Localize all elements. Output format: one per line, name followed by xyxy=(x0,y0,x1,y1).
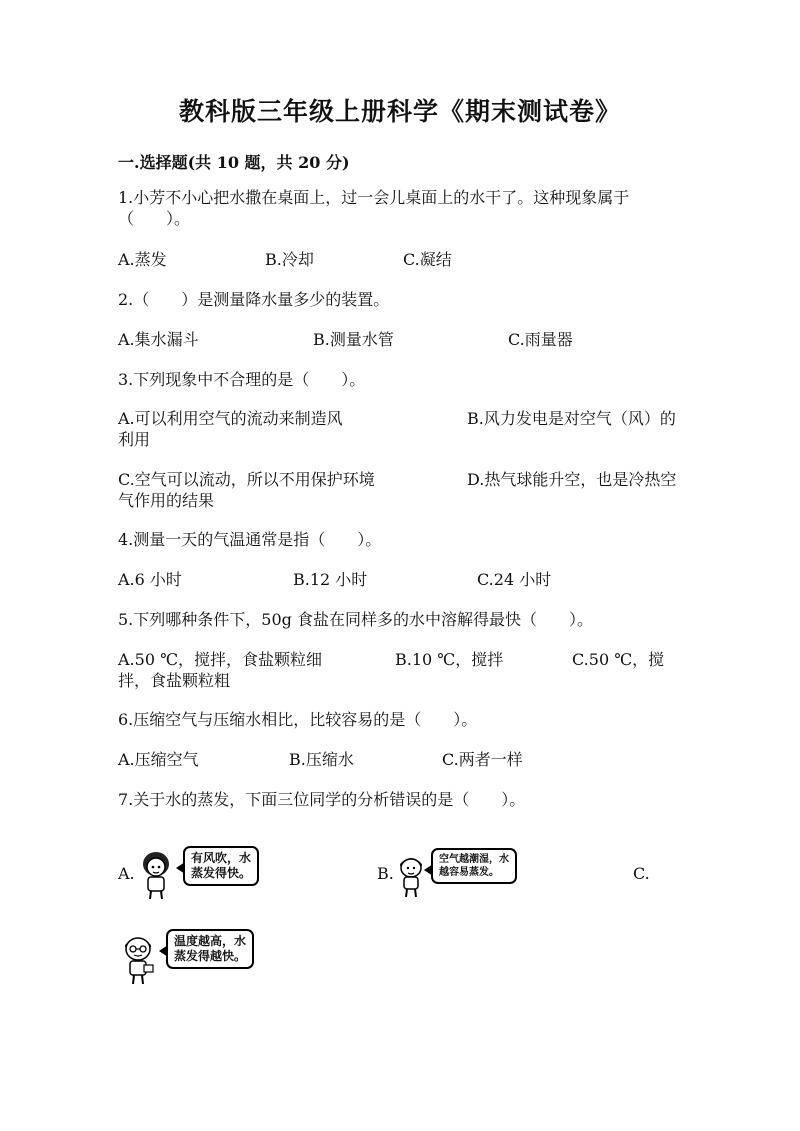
bubble-a-line-1: 有风吹，水 xyxy=(191,851,252,865)
q1-option-b[interactable]: B.冷却 xyxy=(265,250,314,269)
q4-option-b[interactable]: B.12 小时 xyxy=(293,570,368,589)
q6-option-c[interactable]: C.两者一样 xyxy=(442,750,523,769)
q5-option-c-cont: 拌，食盐颗粒粗 xyxy=(118,671,231,690)
q6-option-b[interactable]: B.压缩水 xyxy=(289,750,354,769)
q3-option-b-cont: 利用 xyxy=(118,430,151,449)
boy-cartoon-icon xyxy=(395,852,427,898)
q3-option-b[interactable]: B.风力发电是对空气（风）的 xyxy=(467,409,676,428)
bubble-b-line-1: 空气越潮湿，水 xyxy=(439,854,509,865)
q3-option-c[interactable]: C.空气可以流动，所以不用保护环境 xyxy=(118,470,375,489)
question-1: 1.小芳不小心把水撒在桌面上，过一会儿桌面上的水干了。这种现象属于（ ）。 xyxy=(118,188,630,228)
q1-option-a[interactable]: A.蒸发 xyxy=(118,250,167,269)
q3-option-a[interactable]: A.可以利用空气的流动来制造风 xyxy=(118,409,343,428)
speech-bubble-c xyxy=(166,929,254,969)
q7-option-a[interactable]: A. xyxy=(118,864,135,883)
bubble-b-line-2: 越容易蒸发。 xyxy=(439,867,499,878)
bubble-c-line-1: 温度越高，水 xyxy=(174,934,247,948)
bubble-tail-icon xyxy=(424,864,433,876)
bubble-tail-icon xyxy=(159,945,168,957)
q3-option-d[interactable]: D.热气球能升空，也是冷热空 xyxy=(467,470,677,489)
bubble-tail-icon xyxy=(176,862,185,874)
question-6: 6.压缩空气与压缩水相比，比较容易的是（ ）。 xyxy=(118,710,478,729)
q2-option-c[interactable]: C.雨量器 xyxy=(508,330,573,349)
q7-option-c[interactable]: C. xyxy=(633,864,650,883)
q5-option-c[interactable]: C.50 ℃，搅 xyxy=(572,650,665,669)
q5-option-a[interactable]: A.50 ℃，搅拌，食盐颗粒细 xyxy=(118,650,322,669)
section-heading: 一.选择题(共 10 题，共 20 分) xyxy=(118,153,350,172)
q4-option-c[interactable]: C.24 小时 xyxy=(477,570,552,589)
bubble-a-line-2: 蒸发得快。 xyxy=(191,866,252,880)
q2-option-b[interactable]: B.测量水管 xyxy=(313,330,394,349)
q3-option-d-cont: 气作用的结果 xyxy=(118,491,215,510)
q1-option-c[interactable]: C.凝结 xyxy=(403,250,452,269)
bubble-c-line-2: 蒸发得越快。 xyxy=(174,949,247,963)
question-3: 3.下列现象中不合理的是（ ）。 xyxy=(118,370,366,389)
speech-bubble-a xyxy=(183,846,259,886)
girl-cartoon-icon xyxy=(137,850,175,900)
question-7: 7.关于水的蒸发，下面三位同学的分析错误的是（ ）。 xyxy=(118,790,526,809)
question-2: 2.（ ）是测量降水量多少的装置。 xyxy=(118,290,390,309)
q2-option-a[interactable]: A.集水漏斗 xyxy=(118,330,199,349)
page-title: 教科版三年级上册科学《期末测试卷》 xyxy=(178,97,621,126)
q7-option-b[interactable]: B. xyxy=(377,864,394,883)
q6-option-a[interactable]: A.压缩空气 xyxy=(118,750,199,769)
speech-bubble-b xyxy=(431,848,517,884)
question-5: 5.下列哪种条件下，50g 食盐在同样多的水中溶解得最快（ ）。 xyxy=(118,610,593,629)
boy-glasses-cartoon-icon xyxy=(118,931,158,985)
question-4: 4.测量一天的气温通常是指（ ）。 xyxy=(118,530,382,549)
q4-option-a[interactable]: A.6 小时 xyxy=(118,570,182,589)
q5-option-b[interactable]: B.10 ℃，搅拌 xyxy=(395,650,504,669)
